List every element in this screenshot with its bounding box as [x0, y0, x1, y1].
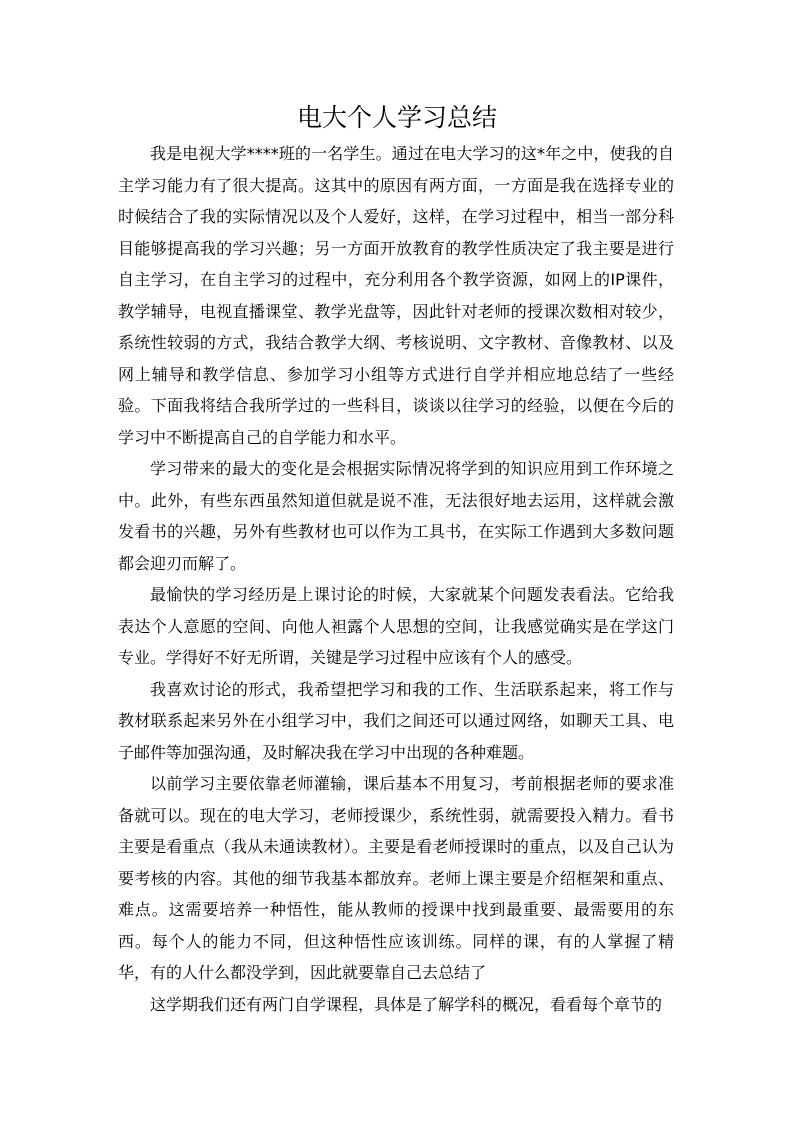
document-body — [118, 138, 674, 1020]
paragraph-2: 学习带来的最大的变化是会根据实际情况将学到的知识应用到工作环境之中。此外，有些东西虽然知道但就是说不准，无法很好地去运用，这样就会激发看书的兴趣，另外有些教材也可以作为工具书，在实际工作遇到大多数问题都会迎刃而解了。 — [118, 459, 674, 573]
paragraph-1: 我是电视大学****班的一名学生。通过在电大学习的这*年之中，使我的自主学习能力有了很大提高。这其中的原因有两方面，一方面是我在选择专业的时候结合了我的实际情况以及个人爱好，这样，在学习过程中，相当一部分科目能够提高我的学习兴趣；另一方面开放教育的教学性质决定了我主要是进行自主学习，在自主学习的过程中，充分利用各个教学资源，如网上的IP课件，教学辅导，电视直播课堂、教学光盘等，因此针对老师的授课次数相对较少，系统性较弱的方式，我结合教学大纲、考核说明、文字教材、音像教材、以及网上辅导和教学信息、参加学习小组等方式进行自学并相应地总结了一些经验。下面我将结合我所学过的一些科目，谈谈以往学习的经验，以便在今后的学习中不断提高自己的自学能力和水平。 — [118, 144, 674, 447]
paragraph-3: 最愉快的学习经历是上课讨论的时候，大家就某个问题发表看法。它给我表达个人意愿的空间、向他人袒露个人思想的空间，让我感觉确实是在学这门专业。学得好不好无所谓，关键是学习过程中应该有个人的感受。 — [118, 585, 674, 667]
document-title: 电大个人学习总结 — [296, 103, 497, 132]
paragraph-6: 这学期我们还有两门自学课程，具体是了解学科的概况，看看每个章节的 — [150, 994, 663, 1014]
paragraph-4: 我喜欢讨论的形式，我希望把学习和我的工作、生活联系起来，将工作与教材联系起来另外在小组学习中，我们之间还可以通过网络，如聊天工具、电子邮件等加强沟通，及时解决我在学习中出现的各种难题。 — [118, 679, 674, 762]
paragraph-5: 以前学习主要依靠老师灌输，课后基本不用复习，考前根据老师的要求准备就可以。现在的电大学习，老师授课少，系统性弱，就需要投入精力。看书主要是看重点（我从未通读教材）。主要是看老师授课时的重点，以及自己认为要考核的内容。其他的细节我基本都放弃。老师上课主要是介绍框架和重点、难点。这需要培养一种悟性，能从教师的授课中找到最重要、最需要用的东西。每个人的能力不同，但这种悟性应该训练。同样的课，有的人掌握了精华，有的人什么都没学到，因此就要靠自己去总结了 — [118, 774, 674, 982]
